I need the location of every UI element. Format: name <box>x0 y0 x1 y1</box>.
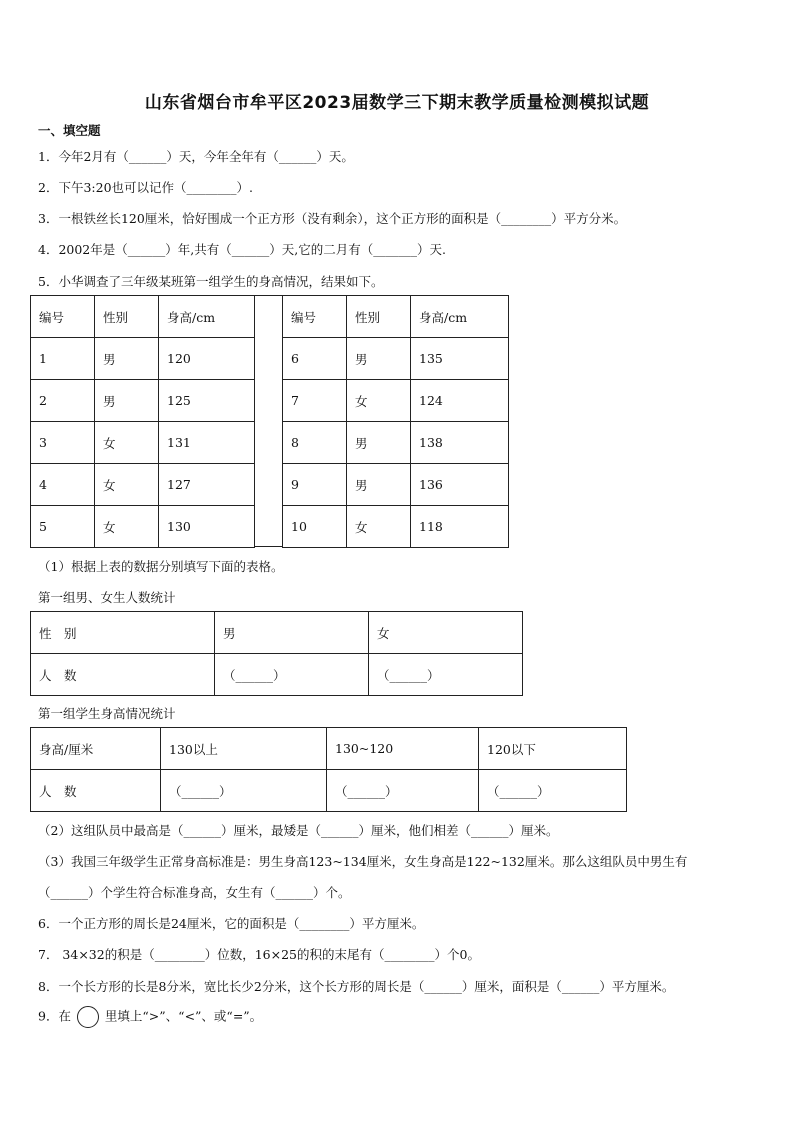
table-row <box>283 422 509 464</box>
question-5-part-2: （2）这组队员中最高是（______）厘米，最矮是（______）厘米，他们相差（______）厘米。 <box>38 823 559 838</box>
cell-gender: 男 <box>95 380 159 422</box>
height-stats-table <box>30 727 627 812</box>
cell-height: 131 <box>159 422 255 464</box>
question-5-part-3-line-2: （______）个学生符合标准身高，女生有（______）个。 <box>38 885 351 900</box>
question-4: 4．2002年是（______）年,共有（______）天,它的二月有（_______）天. <box>38 242 446 257</box>
cell-gender: 女 <box>95 464 159 506</box>
question-7: 7． 34×32的积是（________）位数，16×25的积的末尾有（________）个0。 <box>38 947 480 962</box>
cell-id: 9 <box>283 464 347 506</box>
table-row <box>31 464 255 506</box>
cell-gender: 女 <box>95 506 159 548</box>
table-row <box>31 612 523 654</box>
blank-count-130-120[interactable]: （______） <box>327 770 479 812</box>
blank-male-count[interactable]: （______） <box>215 654 369 696</box>
cell-gender: 女 <box>347 506 411 548</box>
cell-gender: 男 <box>347 422 411 464</box>
cell-id: 10 <box>283 506 347 548</box>
header-height: 身高/cm <box>159 296 255 338</box>
question-8: 8．一个长方形的长是8分米，宽比长少2分米，这个长方形的周长是（______）厘米，面积是（______）平方厘米。 <box>38 979 675 994</box>
question-2: 2．下午3:20也可以记作（________）. <box>38 180 253 195</box>
table-row <box>31 422 255 464</box>
cell-id: 1 <box>31 338 95 380</box>
cell-male: 男 <box>215 612 369 654</box>
cell-gender: 女 <box>95 422 159 464</box>
height-stats-caption: 第一组学生身高情况统计 <box>38 706 176 721</box>
comparison-circle-icon[interactable] <box>77 1006 99 1028</box>
cell-id: 3 <box>31 422 95 464</box>
question-5: 5．小华调查了三年级某班第一组学生的身高情况，结果如下。 <box>38 274 384 289</box>
header-id: 编号 <box>283 296 347 338</box>
question-5-part-1: （1）根据上表的数据分别填写下面的表格。 <box>38 559 284 574</box>
question-3: 3．一根铁丝长120厘米，恰好围成一个正方形（没有剩余），这个正方形的面积是（________）平方分米。 <box>38 211 627 226</box>
question-9 <box>38 1006 262 1028</box>
cell-id: 8 <box>283 422 347 464</box>
question-1: 1．今年2月有（______）天，今年全年有（______）天。 <box>38 149 354 164</box>
height-data-table-right <box>282 295 509 548</box>
cell-id: 4 <box>31 464 95 506</box>
header-gender: 性别 <box>95 296 159 338</box>
gender-count-table <box>30 611 523 696</box>
cell-label: 性 别 <box>31 612 215 654</box>
cell-label: 人 数 <box>31 654 215 696</box>
table-divider <box>254 295 282 547</box>
gender-table-caption: 第一组男、女生人数统计 <box>38 590 176 605</box>
table-row <box>283 338 509 380</box>
cell-label: 身高/厘米 <box>31 728 161 770</box>
cell-gender: 男 <box>95 338 159 380</box>
cell-height: 124 <box>411 380 509 422</box>
page-title: 山东省烟台市牟平区2023届数学三下期末教学质量检测模拟试题 <box>144 93 650 113</box>
cell-female: 女 <box>369 612 523 654</box>
cell-gender: 男 <box>347 464 411 506</box>
question-6: 6．一个正方形的周长是24厘米，它的面积是（________）平方厘米。 <box>38 916 425 931</box>
cell-height: 136 <box>411 464 509 506</box>
blank-female-count[interactable]: （______） <box>369 654 523 696</box>
cell-height: 118 <box>411 506 509 548</box>
table-row <box>31 338 255 380</box>
cell-height: 138 <box>411 422 509 464</box>
cell-height: 127 <box>159 464 255 506</box>
height-data-table-left <box>30 295 255 548</box>
cell-range-above-130: 130以上 <box>161 728 327 770</box>
table-row <box>31 770 627 812</box>
table-row <box>31 728 627 770</box>
table-row <box>283 380 509 422</box>
section-heading-fill-blank: 一、填空题 <box>38 123 101 138</box>
header-height: 身高/cm <box>411 296 509 338</box>
header-gender: 性别 <box>347 296 411 338</box>
cell-height: 135 <box>411 338 509 380</box>
header-id: 编号 <box>31 296 95 338</box>
cell-height: 125 <box>159 380 255 422</box>
cell-id: 5 <box>31 506 95 548</box>
table-row <box>283 464 509 506</box>
cell-height: 120 <box>159 338 255 380</box>
cell-range-below-120: 120以下 <box>479 728 627 770</box>
cell-id: 7 <box>283 380 347 422</box>
question-9-prefix: 9．在 <box>38 1008 71 1024</box>
cell-id: 2 <box>31 380 95 422</box>
table-row <box>31 380 255 422</box>
cell-id: 6 <box>283 338 347 380</box>
blank-count-above-130[interactable]: （______） <box>161 770 327 812</box>
cell-height: 130 <box>159 506 255 548</box>
cell-label: 人 数 <box>31 770 161 812</box>
question-9-suffix: 里填上“>”、“<”、或“=”。 <box>104 1008 263 1024</box>
question-5-part-3-line-1: （3）我国三年级学生正常身高标准是：男生身高123~134厘米，女生身高是122~132厘米。那么这组队员中男生有 <box>38 854 688 869</box>
cell-gender: 男 <box>347 338 411 380</box>
blank-count-below-120[interactable]: （______） <box>479 770 627 812</box>
table-row <box>31 506 255 548</box>
table-row <box>31 654 523 696</box>
cell-range-130-120: 130~120 <box>327 728 479 770</box>
table-row <box>283 506 509 548</box>
cell-gender: 女 <box>347 380 411 422</box>
